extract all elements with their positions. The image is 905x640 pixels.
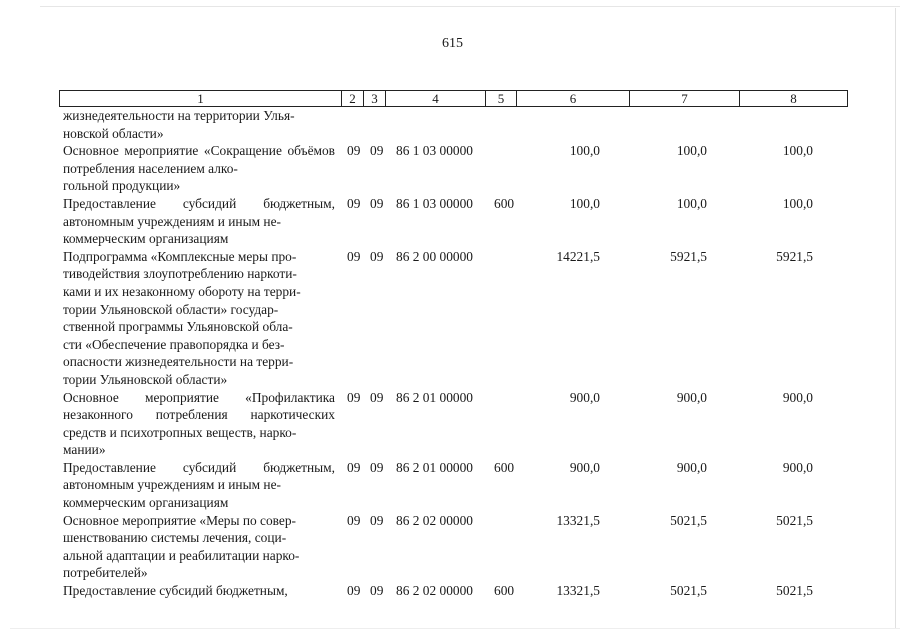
row-value-col7: 5921,5 bbox=[670, 248, 707, 264]
table-body bbox=[0, 107, 905, 600]
table-row bbox=[0, 512, 905, 582]
scan-edge-top bbox=[40, 6, 900, 7]
header-col-5: 5 bbox=[486, 91, 517, 107]
row-name: жизнедеятельности на территории Улья- новской области» bbox=[63, 108, 295, 141]
row-name: Основное мероприятие «Профилактика незаконного потребления наркотических средств и психотропных веществ, нарко- мании» bbox=[63, 389, 335, 458]
header-row bbox=[60, 91, 848, 107]
row-subsection: 09 bbox=[370, 248, 384, 264]
row-target-code: 86 1 03 00000 bbox=[396, 195, 473, 211]
table-row bbox=[0, 389, 905, 459]
row-name: Предоставление субсидий бюджетным, bbox=[63, 583, 288, 599]
row-value-col7: 5021,5 bbox=[670, 512, 707, 528]
row-value-col8: 900,0 bbox=[782, 389, 813, 405]
row-value-col7: 900,0 bbox=[676, 389, 707, 405]
header-col-6: 6 bbox=[517, 91, 630, 107]
table-row bbox=[0, 195, 905, 248]
row-expense-type: 600 bbox=[494, 459, 515, 475]
row-value-col7: 100,0 bbox=[676, 143, 707, 159]
row-expense-type: 600 bbox=[494, 195, 515, 211]
row-value-col6: 100,0 bbox=[569, 195, 600, 211]
row-value-col8: 5021,5 bbox=[776, 512, 813, 528]
row-section: 09 bbox=[347, 512, 361, 528]
row-value-col6: 100,0 bbox=[569, 143, 600, 159]
row-value-col6: 13321,5 bbox=[556, 512, 600, 528]
row-subsection: 09 bbox=[370, 583, 384, 599]
row-name: Основное мероприятие «Сокращение объёмов потребления населением алко- гольной продукции» bbox=[63, 143, 335, 194]
table-header bbox=[59, 90, 848, 107]
row-value-col8: 5021,5 bbox=[776, 583, 813, 599]
row-subsection: 09 bbox=[370, 459, 384, 475]
row-expense-type: 600 bbox=[494, 583, 515, 599]
row-subsection: 09 bbox=[370, 195, 384, 211]
row-name: Подпрограмма «Комплексные меры про- тиводействия злоупотреблению наркоти- ками и их незаконному обороту на терри- тории Ульяновской области» государ- ственной программы Ульяновской обла- сти «Обеспечение правопорядка и без- опасности жизнедеятельности на терри- тории Ульяновской области» bbox=[63, 248, 301, 387]
row-value-col7: 900,0 bbox=[676, 459, 707, 475]
table-row bbox=[0, 142, 905, 195]
row-subsection: 09 bbox=[370, 512, 384, 528]
row-target-code: 86 2 00 00000 bbox=[396, 248, 473, 264]
row-target-code: 86 2 02 00000 bbox=[396, 512, 473, 528]
row-name: Предоставление субсидий бюджетным, автономным учреждениям и иным не- коммерческим организациям bbox=[63, 459, 335, 511]
header-col-8: 8 bbox=[740, 91, 848, 107]
row-value-col6: 900,0 bbox=[569, 389, 600, 405]
scan-edge-bottom bbox=[10, 628, 900, 629]
page-number: 615 bbox=[442, 36, 463, 51]
row-value-col7: 100,0 bbox=[676, 195, 707, 211]
row-section: 09 bbox=[347, 389, 361, 405]
row-section: 09 bbox=[347, 583, 361, 599]
row-value-col6: 14221,5 bbox=[556, 248, 600, 264]
row-section: 09 bbox=[347, 459, 361, 475]
row-section: 09 bbox=[347, 143, 361, 159]
header-col-7: 7 bbox=[630, 91, 740, 107]
header-col-2: 2 bbox=[342, 91, 364, 107]
row-value-col6: 13321,5 bbox=[556, 583, 600, 599]
header-col-4: 4 bbox=[386, 91, 486, 107]
row-section: 09 bbox=[347, 248, 361, 264]
row-value-col8: 5921,5 bbox=[776, 248, 813, 264]
row-target-code: 86 1 03 00000 bbox=[396, 143, 473, 159]
table-row bbox=[0, 107, 905, 142]
row-target-code: 86 2 01 00000 bbox=[396, 459, 473, 475]
row-name: Основное мероприятие «Меры по совер- шенствованию системы лечения, соци- альной адаптации и реабилитации нарко- потребителей» bbox=[63, 512, 300, 581]
table-row bbox=[0, 582, 905, 600]
row-value-col8: 100,0 bbox=[782, 143, 813, 159]
row-target-code: 86 2 02 00000 bbox=[396, 583, 473, 599]
row-section: 09 bbox=[347, 195, 361, 211]
table-row bbox=[0, 248, 905, 389]
row-subsection: 09 bbox=[370, 389, 384, 405]
row-subsection: 09 bbox=[370, 143, 384, 159]
row-value-col7: 5021,5 bbox=[670, 583, 707, 599]
row-value-col8: 100,0 bbox=[782, 195, 813, 211]
row-name: Предоставление субсидий бюджетным, автономным учреждениям и иным не- коммерческим организациям bbox=[63, 195, 335, 247]
header-col-3: 3 bbox=[364, 91, 386, 107]
table-row bbox=[0, 459, 905, 512]
row-value-col8: 900,0 bbox=[782, 459, 813, 475]
row-target-code: 86 2 01 00000 bbox=[396, 389, 473, 405]
row-value-col6: 900,0 bbox=[569, 459, 600, 475]
header-col-1: 1 bbox=[60, 91, 342, 107]
